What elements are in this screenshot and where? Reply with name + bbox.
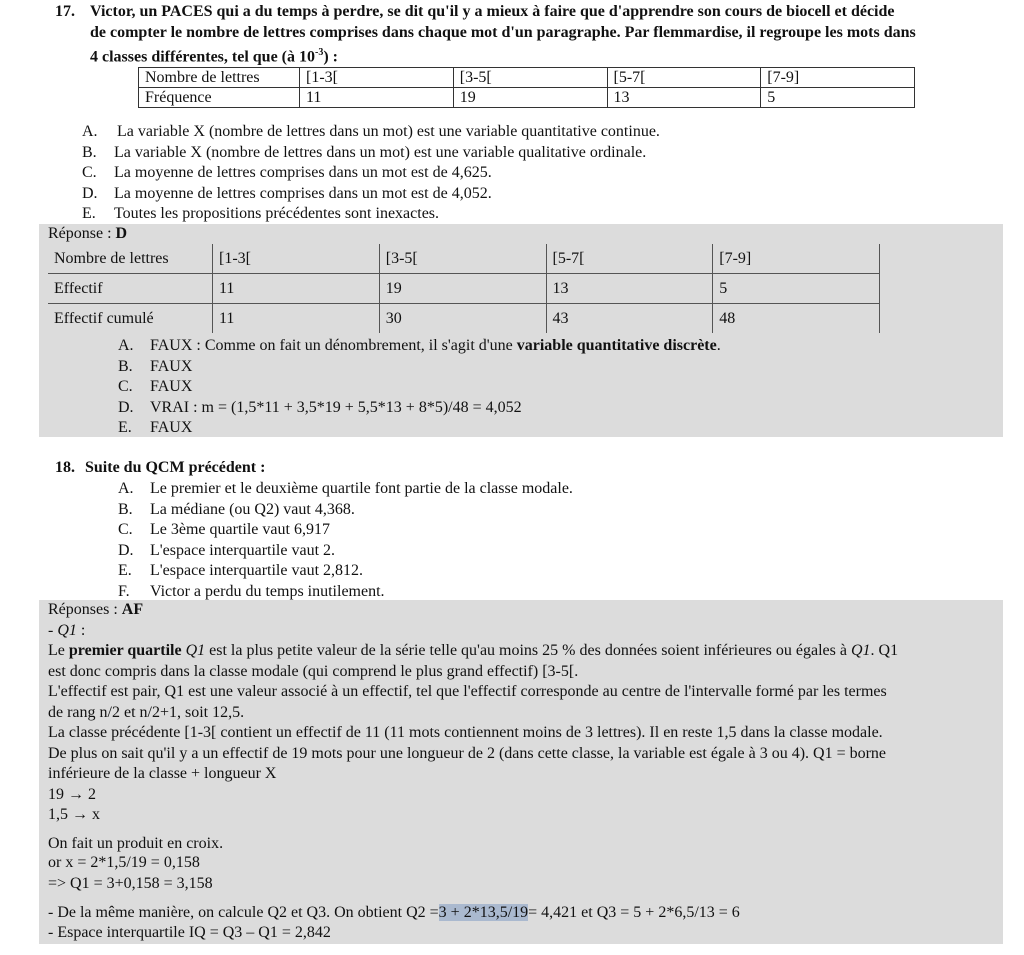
option-letter: B.	[82, 143, 97, 161]
para3-line2: De plus on sait qu'il y a un effectif de 19 mots pour une longueur de 2 (dans cette classe, la variable est égale à 3 ou 4). Q1 = borne	[48, 745, 887, 762]
table-cell: Effectif	[48, 274, 213, 304]
table-cell: 19	[453, 88, 607, 108]
interquartile-line: - Espace interquartile IQ = Q3 – Q1 = 2,842	[48, 924, 331, 941]
correction-e	[118, 418, 721, 439]
ratio-line1: 19 → 2	[48, 786, 96, 803]
table-cell: [5-7[	[607, 68, 761, 88]
option-letter: E.	[118, 562, 132, 579]
text: = 4,421 et Q3 = 5 + 2*6,5/13 = 6	[528, 904, 740, 921]
option-letter: A.	[82, 123, 98, 140]
option-letter: E.	[82, 205, 96, 222]
option-e	[82, 204, 660, 225]
question-18-number: 18.	[55, 459, 75, 476]
para1-line2: est donc compris dans la classe modale (qui comprend le plus grand effectif) [3-5[.	[48, 663, 579, 680]
option-a	[118, 479, 573, 500]
option-letter: C.	[82, 164, 97, 181]
para2-line2: de rang n/2 et n/2+1, soit 12,5.	[48, 704, 245, 721]
option-letter: B.	[118, 500, 133, 518]
title-text: 4 classes différentes, tel que (à 10	[90, 48, 315, 66]
question-17-title-line2: de compter le nombre de lettres comprises dans chaque mot d'un paragraphe. Par flemmardise, il regroupe les mots dans	[90, 23, 916, 41]
option-letter: C.	[118, 521, 133, 538]
correction-text: FAUX	[150, 419, 193, 436]
table-cell: 11	[213, 274, 380, 304]
question-17-title-line3	[90, 43, 1010, 68]
text: Le	[48, 642, 69, 659]
option-d	[118, 541, 573, 562]
table-cell: Fréquence	[139, 88, 300, 108]
table-cell: [1-3[	[213, 244, 380, 274]
table-row	[48, 274, 880, 304]
table-cell: [7-9]	[761, 68, 915, 88]
option-text: Victor a perdu du temps inutilement.	[150, 582, 385, 600]
option-a	[82, 122, 660, 143]
correction-text: FAUX : Comme on fait un dénombrement, il s'agit d'une	[150, 337, 517, 354]
question-18-title-text: Suite du QCM précédent :	[85, 459, 266, 476]
answer-18-label	[48, 600, 143, 621]
bold-text: premier quartile	[68, 642, 182, 659]
correction-letter: E.	[118, 419, 132, 436]
correction-letter: B.	[118, 357, 133, 375]
option-text: La variable X (nombre de lettres dans un mot) est une variable qualitative ordinale.	[114, 143, 647, 161]
option-text: La variable X (nombre de lettres dans un mot) est une variable quantitative continue.	[117, 123, 660, 140]
option-text: Le 3ème quartile vaut 6,917	[150, 521, 330, 538]
option-letter: F.	[118, 582, 130, 600]
selected-text[interactable]: 3 + 2*13,5/19	[438, 904, 529, 921]
option-text: La moyenne de lettres comprises dans un mot est de 4,625.	[114, 164, 492, 181]
para1-line1	[48, 641, 898, 662]
option-c	[82, 163, 660, 184]
para3-line1: La classe précédente [1-3[ contient un effectif de 11 (11 mots contiennent moins de 3 lettres). Il en reste 1,5 dans la classe modale.	[48, 724, 883, 741]
correction-letter: C.	[118, 378, 133, 395]
table-cell: [1-3[	[300, 68, 454, 88]
correction-end: .	[716, 337, 721, 354]
correction-d	[118, 398, 721, 419]
cumulative-table	[48, 244, 880, 333]
question-17-options	[82, 122, 660, 225]
option-text: Le premier et le deuxième quartile font partie de la classe modale.	[150, 480, 573, 497]
text: . Q1	[870, 642, 899, 659]
correction-letter: D.	[118, 398, 134, 416]
table-cell: Nombre de lettres	[139, 68, 300, 88]
table-cell: [3-5[	[379, 244, 546, 274]
option-letter: A.	[118, 480, 134, 497]
frequency-table	[138, 67, 915, 108]
option-d	[82, 184, 660, 205]
italic-var: Q1	[850, 642, 871, 659]
table-cell: 19	[379, 274, 546, 304]
table-cell: Effectif cumulé	[48, 304, 213, 334]
para2-line1: L'effectif est pair, Q1 est une valeur associé à un effectif, tel que l'effectif corresponde au centre de l'intervalle formé par les termes	[48, 683, 887, 700]
option-letter: D.	[118, 541, 134, 559]
table-row	[139, 68, 915, 88]
correction-a	[118, 336, 721, 357]
table-cell: Nombre de lettres	[48, 244, 213, 274]
option-e	[118, 561, 573, 582]
table-cell: 5	[761, 88, 915, 108]
option-text: La médiane (ou Q2) vaut 4,368.	[150, 500, 355, 518]
q1-heading-prefix: -	[48, 622, 58, 639]
q1-heading-var: Q1	[57, 622, 77, 639]
cross-product-line: On fait un produit en croix.	[48, 835, 224, 852]
option-letter: D.	[82, 184, 98, 202]
table-cell: 11	[300, 88, 454, 108]
title-exponent: -3	[315, 47, 324, 58]
table-cell: 48	[713, 304, 880, 334]
correction-c	[118, 377, 721, 398]
option-text: Toutes les propositions précédentes sont inexactes.	[114, 205, 440, 222]
text: - De la même manière, on calcule Q2 et Q3. On obtient Q2 =	[48, 904, 439, 921]
correction-letter: A.	[118, 337, 134, 354]
table-cell: 43	[546, 304, 713, 334]
table-row	[48, 304, 880, 334]
table-row	[139, 88, 915, 108]
table-row	[48, 244, 880, 274]
table-cell: 30	[379, 304, 546, 334]
ratio-line2: 1,5 → x	[48, 806, 100, 823]
calc-line1: or x = 2*1,5/19 = 0,158	[48, 854, 200, 871]
correction-text: FAUX	[150, 378, 193, 395]
table-cell: [5-7[	[546, 244, 713, 274]
correction-text: FAUX	[150, 357, 193, 375]
table-cell: 5	[713, 274, 880, 304]
table-cell: 11	[213, 304, 380, 334]
correction-bold: variable quantitative discrète	[516, 337, 717, 354]
italic-var: Q1	[185, 642, 206, 659]
option-text: L'espace interquartile vaut 2.	[150, 541, 336, 559]
option-text: L'espace interquartile vaut 2,812.	[150, 562, 364, 579]
correction-text: VRAI : m = (1,5*11 + 3,5*19 + 5,5*13 + 8*5)/48 = 4,052	[150, 398, 522, 416]
correction-b	[118, 357, 721, 378]
option-text: La moyenne de lettres comprises dans un mot est de 4,052.	[114, 184, 492, 202]
question-17-title	[90, 2, 1010, 68]
calc-line2: => Q1 = 3+0,158 = 3,158	[48, 875, 213, 892]
answer-value: D	[115, 225, 128, 242]
text: est la plus petite valeur de la série telle qu'au moins 25 % des données soient inférieures ou égales à	[205, 642, 851, 659]
table-cell: [7-9]	[713, 244, 880, 274]
para3-line3: inférieure de la classe + longueur X	[48, 765, 277, 782]
question-17-number: 17.	[55, 3, 75, 20]
option-b	[118, 500, 573, 521]
option-c	[118, 520, 573, 541]
option-f	[118, 582, 573, 603]
table-cell: 13	[546, 274, 713, 304]
answer-label: Réponses :	[48, 601, 122, 618]
q1-heading	[48, 621, 85, 642]
title-end: ) :	[323, 48, 338, 66]
option-b	[82, 143, 660, 164]
answer-value: AF	[121, 601, 144, 618]
table-cell: [3-5[	[453, 68, 607, 88]
answer-label: Réponse :	[48, 225, 116, 242]
answer-17-label	[48, 224, 127, 245]
question-18-options	[118, 479, 573, 602]
q2-q3-line	[48, 903, 740, 924]
q1-heading-suffix: :	[76, 622, 86, 639]
question-17-title-line1: Victor, un PACES qui a du temps à perdre, se dit qu'il y a mieux à faire que d'apprendre son cours de biocell et décide	[90, 3, 895, 20]
answer-17-corrections	[118, 336, 721, 439]
question-18-title	[55, 458, 265, 479]
table-cell: 13	[607, 88, 761, 108]
